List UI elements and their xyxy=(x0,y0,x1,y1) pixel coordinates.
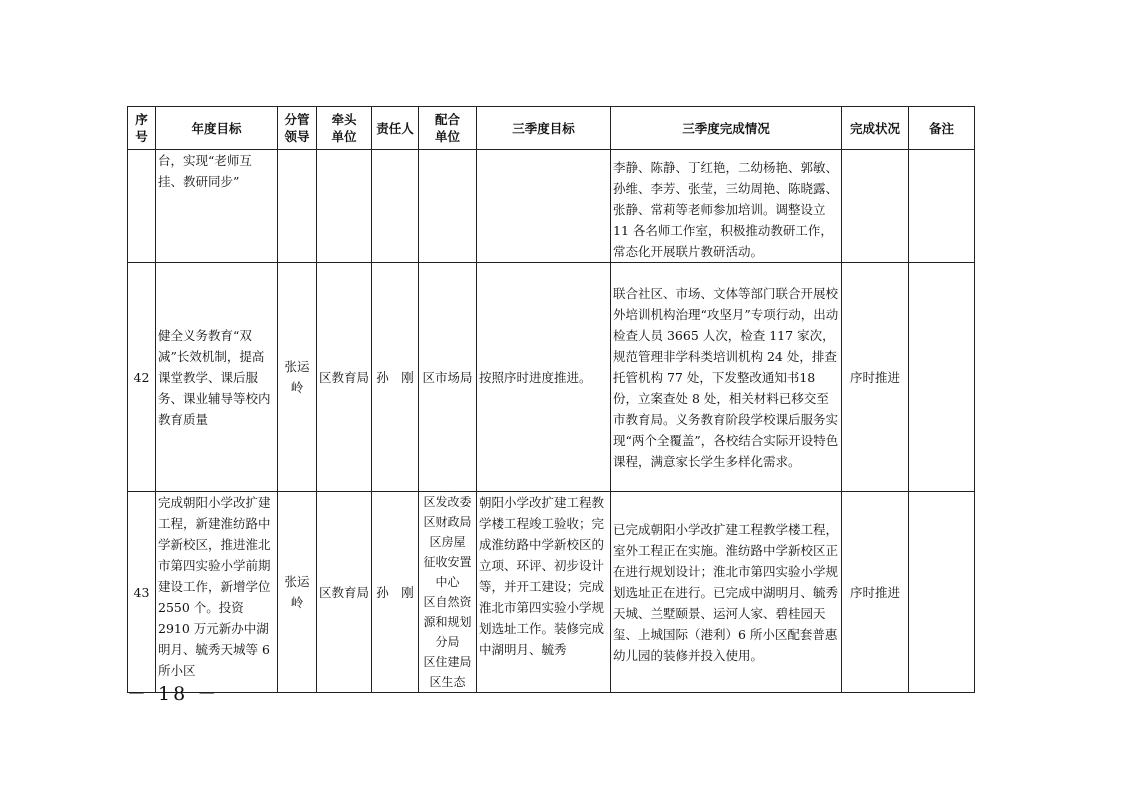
header-seq: 序 号 xyxy=(128,107,156,150)
header-status: 完成状况 xyxy=(842,107,909,150)
cell-q3-progress: 联合社区、市场、文体等部门联合开展校外培训机构治理“攻坚月”专项行动，出动检查人员 3665 人次，检查 117 家次，规范管理非学科类培训机构 24 处，排查托管机构 77 处，下发整改通知书18 份，立案查处 8 处，相关材料已移交至市教育局。义务教育阶段学校课后服务实现“两个全覆盖”，各校结合实际开设特色课程，满意家长学生多样化需求。 xyxy=(611,263,842,492)
cell-leader: 张运岭 xyxy=(278,492,317,693)
header-leader: 分管 领导 xyxy=(278,107,317,150)
cell-responsible: 孙 刚 xyxy=(372,263,419,492)
cell-annual-goal: 台，实现“老师互挂、教研同步” xyxy=(156,150,278,263)
cell-seq: 43 xyxy=(128,492,156,693)
cell-annual-goal: 健全义务教育“双减”长效机制，提高课堂教学、课后服务、课业辅导等校内教育质量 xyxy=(156,263,278,492)
header-coop-unit: 配合 单位 xyxy=(419,107,477,150)
cell-lead-unit xyxy=(317,150,372,263)
cell-leader: 张运岭 xyxy=(278,263,317,492)
header-annual-goal: 年度目标 xyxy=(156,107,278,150)
header-q3-progress: 三季度完成情况 xyxy=(611,107,842,150)
progress-table xyxy=(127,106,975,693)
cell-status xyxy=(842,150,909,263)
cell-q3-progress: 已完成朝阳小学改扩建工程教学楼工程，室外工程正在实施。淮纺路中学新校区正在进行规划设计；淮北市第四实验小学规划选址正在进行。已完成中湖明月、毓秀天城、兰墅颐景、运河人家、碧桂园天玺、上城国际（港利）6 所小区配套普惠幼儿园的装修并投入使用。 xyxy=(611,492,842,693)
cell-leader xyxy=(278,150,317,263)
cell-lead-unit: 区教育局 xyxy=(317,492,372,693)
header-lead-unit: 牵头 单位 xyxy=(317,107,372,150)
header-row xyxy=(128,107,975,150)
header-responsible: 责任人 xyxy=(372,107,419,150)
cell-remarks xyxy=(909,150,975,263)
table-row xyxy=(128,263,975,492)
cell-lead-unit: 区教育局 xyxy=(317,263,372,492)
page-number: － 18 － xyxy=(127,683,220,705)
table-row xyxy=(128,150,975,263)
cell-remarks xyxy=(909,492,975,693)
cell-responsible xyxy=(372,150,419,263)
cell-coop-unit xyxy=(419,150,477,263)
cell-q3-goal: 朝阳小学改扩建工程教学楼工程竣工验收；完成淮纺路中学新校区的立项、环评、初步设计等，并开工建设；完成淮北市第四实验小学规划选址工作。装修完成中湖明月、毓秀 xyxy=(477,492,611,693)
cell-coop-unit: 区市场局 xyxy=(419,263,477,492)
table-row xyxy=(128,492,975,693)
cell-responsible: 孙 刚 xyxy=(372,492,419,693)
cell-q3-goal: 按照序时进度推进。 xyxy=(477,263,611,492)
header-q3-goal: 三季度目标 xyxy=(477,107,611,150)
cell-annual-goal: 完成朝阳小学改扩建工程，新建淮纺路中学新校区，推进淮北市第四实验小学前期建设工作，新增学位 2550 个。投资 2910 万元新办中湖明月、毓秀天城等 6 所小区 xyxy=(156,492,278,693)
header-remarks: 备注 xyxy=(909,107,975,150)
cell-seq xyxy=(128,150,156,263)
cell-remarks xyxy=(909,263,975,492)
cell-coop-unit: 区发改委 区财政局 区房屋 征收安置 中心 区自然资源和规划分局 区住建局 区生态 xyxy=(419,492,477,693)
cell-seq: 42 xyxy=(128,263,156,492)
cell-status: 序时推进 xyxy=(842,263,909,492)
cell-q3-progress: 李静、陈静、丁红艳，二幼杨艳、郭敏、孙维、李芳、张莹，三幼周艳、陈晓露、张静、常莉等老师参加培训。调整设立11 各名师工作室，积极推动教研工作，常态化开展联片教研活动。 xyxy=(611,150,842,263)
cell-status: 序时推进 xyxy=(842,492,909,693)
cell-q3-goal xyxy=(477,150,611,263)
